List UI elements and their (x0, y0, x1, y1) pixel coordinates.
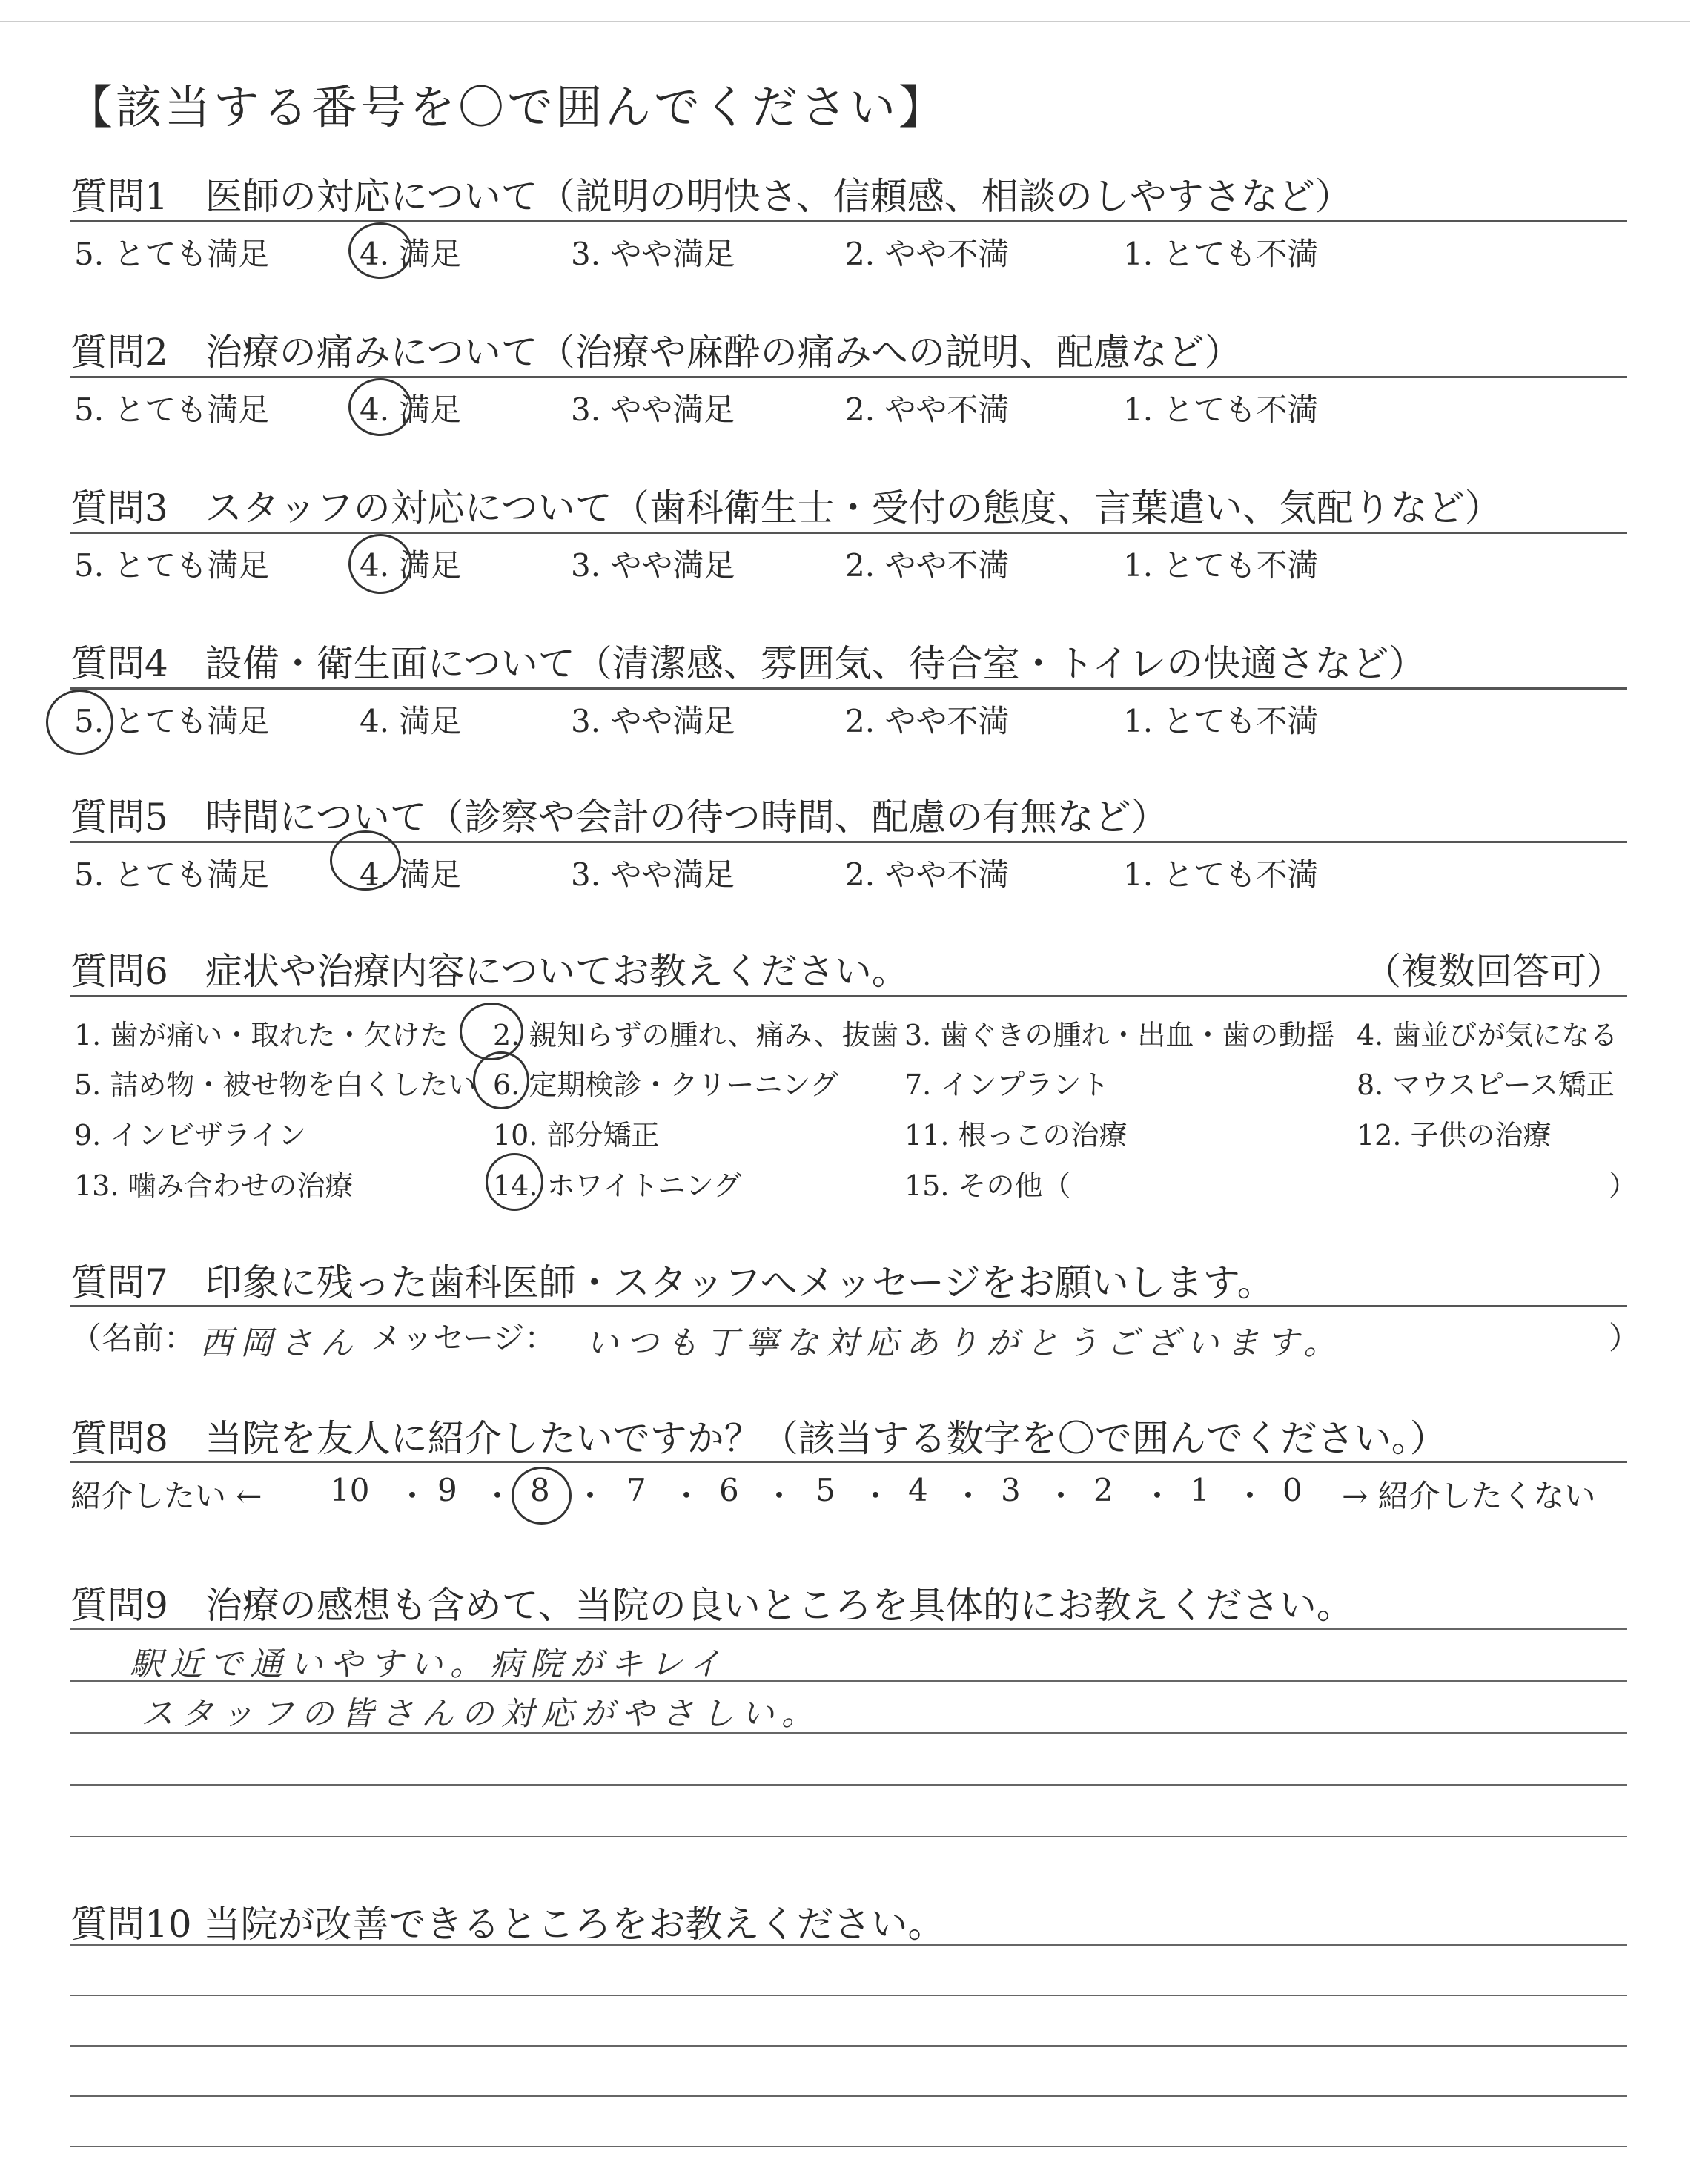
q5-selection-circle (330, 830, 401, 891)
q10-answer-line (70, 2146, 1627, 2147)
question-6-note: （複数回答可） (1364, 950, 1623, 993)
q8-scale-10[interactable]: 10 (330, 1472, 370, 1508)
q7-name-label: （名前： (70, 1320, 196, 1356)
question-4-title: 質問4 設備・衛生面について（清潔感、雰囲気、待合室・トイレの快適さなど） (70, 642, 1426, 685)
q9-answer-line (70, 1784, 1627, 1786)
q8-scale-separator: ・ (671, 1478, 703, 1514)
q8-scale-separator: ・ (764, 1478, 795, 1514)
q8-scale-1[interactable]: 1 (1190, 1472, 1210, 1508)
q6-option-4[interactable]: 4. 歯並びが気になる (1357, 1019, 1618, 1051)
q7-close-paren: ） (1609, 1320, 1641, 1356)
form-heading: 【該当する番号を〇で囲んでください】 (67, 80, 948, 134)
q10-answer-line (70, 1944, 1627, 1946)
q6-option-11[interactable]: 11. 根っこの治療 (904, 1119, 1128, 1152)
q6-selection-circle-6 (473, 1051, 529, 1109)
question-5-line (70, 841, 1627, 843)
question-7-line (70, 1305, 1627, 1307)
q1-option-4[interactable]: 4. 満足 (360, 236, 462, 272)
q8-right-label: → 紹介したくない (1342, 1478, 1596, 1514)
q1-option-3[interactable]: 3. やや満足 (571, 236, 735, 272)
q9-answer-line (70, 1628, 1627, 1630)
q7-message-label: メッセージ： (371, 1320, 556, 1356)
page-top-edge (0, 21, 1690, 22)
question-1-line (70, 220, 1627, 222)
q4-option-5[interactable]: 5. とても満足 (74, 703, 270, 739)
q8-scale-0[interactable]: 0 (1282, 1472, 1302, 1508)
q2-option-5[interactable]: 5. とても満足 (74, 392, 270, 428)
q8-scale-3[interactable]: 3 (1001, 1472, 1021, 1508)
q6-option-9[interactable]: 9. インビザライン (74, 1119, 307, 1152)
q6-selection-circle-14 (486, 1153, 543, 1211)
q8-scale-separator: ・ (953, 1478, 984, 1514)
q8-scale-5[interactable]: 5 (815, 1472, 835, 1508)
q7-message-value[interactable]: いつも丁寧な対応ありがとうございます。 (586, 1324, 1344, 1362)
q5-option-4[interactable]: 4. 満足 (360, 856, 462, 893)
q8-scale-separator: ・ (575, 1478, 606, 1514)
q8-selection-circle (512, 1467, 572, 1525)
q10-answer-line (70, 2095, 1627, 2097)
q6-option-14[interactable]: 14. ホワイトニング (493, 1169, 742, 1202)
q8-scale-6[interactable]: 6 (719, 1472, 739, 1508)
q8-scale-8[interactable]: 8 (530, 1472, 550, 1508)
q2-selection-circle (348, 378, 412, 436)
q2-option-4[interactable]: 4. 満足 (360, 392, 462, 428)
q8-scale-separator: ・ (1234, 1478, 1266, 1514)
q3-option-3[interactable]: 3. やや満足 (571, 547, 735, 584)
question-2-title: 質問2 治療の痛みについて（治療や麻酔の痛みへの説明、配慮など） (70, 331, 1242, 374)
q5-option-1[interactable]: 1. とても不満 (1123, 856, 1319, 893)
q3-option-5[interactable]: 5. とても満足 (74, 547, 270, 584)
q9-answer-line (70, 1680, 1627, 1682)
q8-scale-separator: ・ (482, 1478, 514, 1514)
q7-name-value[interactable]: 西岡さん (200, 1324, 360, 1362)
q1-option-5[interactable]: 5. とても満足 (74, 236, 270, 272)
q6-option-13[interactable]: 13. 噛み合わせの治療 (74, 1169, 354, 1202)
q8-scale-separator: ・ (1045, 1478, 1077, 1514)
q1-option-1[interactable]: 1. とても不満 (1123, 236, 1319, 272)
q3-option-1[interactable]: 1. とても不満 (1123, 547, 1319, 584)
q6-option-10[interactable]: 10. 部分矯正 (493, 1119, 660, 1152)
question-3-title: 質問3 スタッフの対応について（歯科衛生士・受付の態度、言葉遣い、気配りなど） (70, 486, 1502, 529)
q6-option-12[interactable]: 12. 子供の治療 (1357, 1119, 1552, 1152)
question-8-title: 質問8 当院を友人に紹介したいですか？（該当する数字を〇で囲んでください。） (70, 1417, 1447, 1460)
q8-scale-separator: ・ (1142, 1478, 1174, 1514)
q3-option-2[interactable]: 2. やや不満 (845, 547, 1010, 584)
q6-selection-circle-2 (460, 1003, 523, 1060)
question-4-line (70, 687, 1627, 690)
q8-scale-4[interactable]: 4 (908, 1472, 928, 1508)
q4-option-3[interactable]: 3. やや満足 (571, 703, 735, 739)
q1-selection-circle (348, 222, 412, 279)
q8-left-label: 紹介したい ← (70, 1478, 262, 1514)
q6-option-15-close: ） (1609, 1169, 1638, 1202)
question-5-title: 質問5 時間について（診察や会計の待つ時間、配慮の有無など） (70, 796, 1168, 839)
q6-option-6[interactable]: 6. 定期検診・クリーニング (493, 1069, 838, 1101)
question-8-line (70, 1461, 1627, 1463)
q2-option-3[interactable]: 3. やや満足 (571, 392, 735, 428)
q8-scale-9[interactable]: 9 (437, 1472, 457, 1508)
question-9-title: 質問9 治療の感想も含めて、当院の良いところを具体的にお教えください。 (70, 1584, 1354, 1627)
q8-scale-2[interactable]: 2 (1093, 1472, 1113, 1508)
q3-option-4[interactable]: 4. 満足 (360, 547, 462, 584)
q6-option-7[interactable]: 7. インプラント (904, 1069, 1110, 1101)
q8-scale-7[interactable]: 7 (626, 1472, 646, 1508)
q8-scale-separator: ・ (397, 1478, 428, 1514)
q5-option-2[interactable]: 2. やや不満 (845, 856, 1010, 893)
question-1-title: 質問1 医師の対応について（説明の明快さ、信頼感、相談のしやすさなど） (70, 175, 1352, 218)
q3-selection-circle (348, 534, 412, 594)
q6-option-1[interactable]: 1. 歯が痛い・取れた・欠けた (74, 1019, 448, 1051)
q6-option-2[interactable]: 2. 親知らずの腫れ、痛み、抜歯 (493, 1019, 898, 1051)
q6-option-5[interactable]: 5. 詰め物・被せ物を白くしたい (74, 1069, 477, 1101)
q2-option-2[interactable]: 2. やや不満 (845, 392, 1010, 428)
q10-answer-line (70, 1995, 1627, 1996)
q8-scale-separator: ・ (860, 1478, 892, 1514)
q6-option-8[interactable]: 8. マウスピース矯正 (1357, 1069, 1615, 1101)
q1-option-2[interactable]: 2. やや不満 (845, 236, 1010, 272)
question-6-line (70, 995, 1627, 997)
q6-option-15[interactable]: 15. その他（ (904, 1169, 1071, 1202)
q9-answer-line-1[interactable]: 駅近で通いやすい。病院がキレイ (130, 1645, 729, 1683)
q4-option-4[interactable]: 4. 満足 (360, 703, 462, 739)
q9-answer-line (70, 1732, 1627, 1734)
q4-selection-circle (46, 690, 113, 755)
q9-answer-line-2[interactable]: スタッフの皆さんの対応がやさしい。 (141, 1695, 821, 1733)
q2-option-1[interactable]: 1. とても不満 (1123, 392, 1319, 428)
q4-option-1[interactable]: 1. とても不満 (1123, 703, 1319, 739)
question-2-line (70, 376, 1627, 378)
question-6-title: 質問6 症状や治療内容についてお教えください。 (70, 950, 909, 993)
question-10-title: 質問10 当院が改善できるところをお教えください。 (70, 1903, 945, 1946)
question-3-line (70, 532, 1627, 534)
q5-option-3[interactable]: 3. やや満足 (571, 856, 735, 893)
q4-option-2[interactable]: 2. やや不満 (845, 703, 1010, 739)
q6-option-3[interactable]: 3. 歯ぐきの腫れ・出血・歯の動揺 (904, 1019, 1335, 1051)
q9-answer-line (70, 1836, 1627, 1837)
question-7-title: 質問7 印象に残った歯科医師・スタッフへメッセージをお願いします。 (70, 1261, 1274, 1304)
q10-answer-line (70, 2045, 1627, 2047)
q5-option-5[interactable]: 5. とても満足 (74, 856, 270, 893)
